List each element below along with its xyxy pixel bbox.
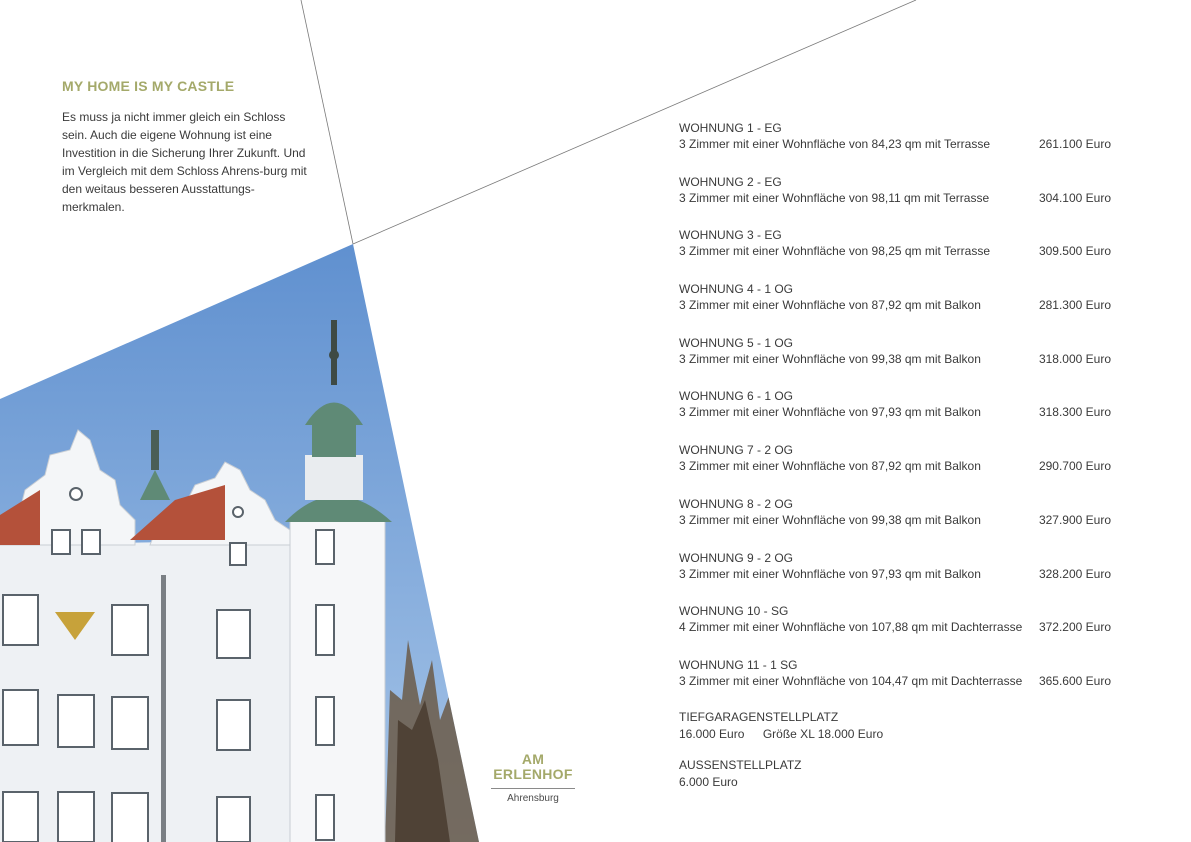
list-item [679, 657, 1119, 711]
unit-price: 372.200 Euro [1038, 620, 1111, 635]
logo-name-line1: AM [521, 751, 545, 767]
unit-price: 327.900 Euro [1038, 512, 1111, 527]
intro-text: Es muss ja nicht immer gleich ein Schloss sein. Auch die eigene Wohnung ist eine Investition in die Sicherung Ihrer Zukunft. Und im Vergleich mit dem Schloss Ahrens-burg mit den weitaus besseren Ausstattungs-merkmalen. [62, 110, 307, 214]
logo [491, 752, 575, 804]
garage-parking [679, 709, 1079, 743]
list-item [679, 174, 1119, 228]
unit-title: WOHNUNG 10 - SG [679, 604, 789, 619]
unit-description: 3 Zimmer mit einer Wohnfläche von 97,93 qm mit Balkon [679, 405, 981, 420]
list-item [679, 496, 1119, 550]
garage-xl-price: Größe XL 18.000 Euro [762, 727, 884, 741]
unit-price: 304.100 Euro [1038, 190, 1111, 205]
outdoor-parking [679, 757, 1079, 791]
unit-price: 365.600 Euro [1038, 673, 1111, 688]
list-item [679, 281, 1119, 335]
list-item [679, 550, 1119, 604]
castle-photo [0, 230, 480, 842]
unit-price: 261.100 Euro [1038, 137, 1111, 151]
unit-title: WOHNUNG 2 - EG [679, 174, 782, 189]
unit-price: 309.500 Euro [1038, 244, 1111, 259]
unit-description: 3 Zimmer mit einer Wohnfläche von 84,23 qm mit Terrasse [679, 137, 991, 151]
unit-description: 4 Zimmer mit einer Wohnfläche von 107,88 qm mit Dachterrasse [679, 620, 1023, 635]
logo-divider [491, 788, 575, 789]
unit-price: 318.000 Euro [1038, 351, 1111, 366]
unit-title: WOHNUNG 3 - EG [679, 228, 782, 243]
list-item [679, 335, 1119, 389]
unit-description: 3 Zimmer mit einer Wohnfläche von 104,47 qm mit Dachterrasse [679, 673, 1023, 688]
list-item [679, 227, 1119, 281]
list-item [679, 442, 1119, 496]
unit-title: WOHNUNG 4 - 1 OG [679, 282, 794, 297]
unit-description: 3 Zimmer mit einer Wohnfläche von 98,25 qm mit Terrasse [679, 244, 991, 259]
unit-title: WOHNUNG 8 - 2 OG [679, 496, 794, 511]
outdoor-title: AUSSENSTELLPLATZ [679, 758, 802, 772]
unit-title: WOHNUNG 9 - 2 OG [679, 550, 794, 565]
logo-city: Ahrensburg [507, 793, 559, 804]
list-item [679, 388, 1119, 442]
intro-title: MY HOME IS MY CASTLE [62, 78, 235, 94]
unit-title: WOHNUNG 5 - 1 OG [679, 335, 794, 350]
garage-price: 16.000 Euro [679, 727, 745, 741]
unit-price: 290.700 Euro [1038, 459, 1111, 474]
unit-description: 3 Zimmer mit einer Wohnfläche von 87,92 qm mit Balkon [679, 298, 981, 313]
unit-title: WOHNUNG 11 - 1 SG [679, 657, 798, 672]
unit-title: WOHNUNG 7 - 2 OG [679, 443, 794, 458]
logo-name-line2: ERLENHOF [493, 766, 573, 782]
outdoor-price: 6.000 Euro [679, 775, 738, 789]
garage-title: TIEFGARAGENSTELLPLATZ [679, 710, 839, 724]
intro-section [62, 78, 312, 216]
unit-description: 3 Zimmer mit einer Wohnfläche von 99,38 qm mit Balkon [679, 512, 981, 527]
unit-description: 3 Zimmer mit einer Wohnfläche von 97,93 qm mit Balkon [679, 566, 981, 581]
unit-description: 3 Zimmer mit einer Wohnfläche von 98,11 qm mit Terrasse [679, 190, 990, 205]
unit-title: WOHNUNG 6 - 1 OG [679, 389, 794, 404]
list-item [679, 120, 1119, 174]
unit-description: 3 Zimmer mit einer Wohnfläche von 87,92 qm mit Balkon [679, 459, 981, 474]
unit-title: WOHNUNG 1 - EG [679, 121, 782, 135]
unit-price: 328.200 Euro [1038, 566, 1111, 581]
unit-price: 318.300 Euro [1038, 405, 1111, 420]
list-item [679, 603, 1119, 657]
apartment-list [679, 120, 1119, 711]
unit-description: 3 Zimmer mit einer Wohnfläche von 99,38 qm mit Balkon [679, 351, 981, 366]
unit-price: 281.300 Euro [1038, 298, 1111, 313]
